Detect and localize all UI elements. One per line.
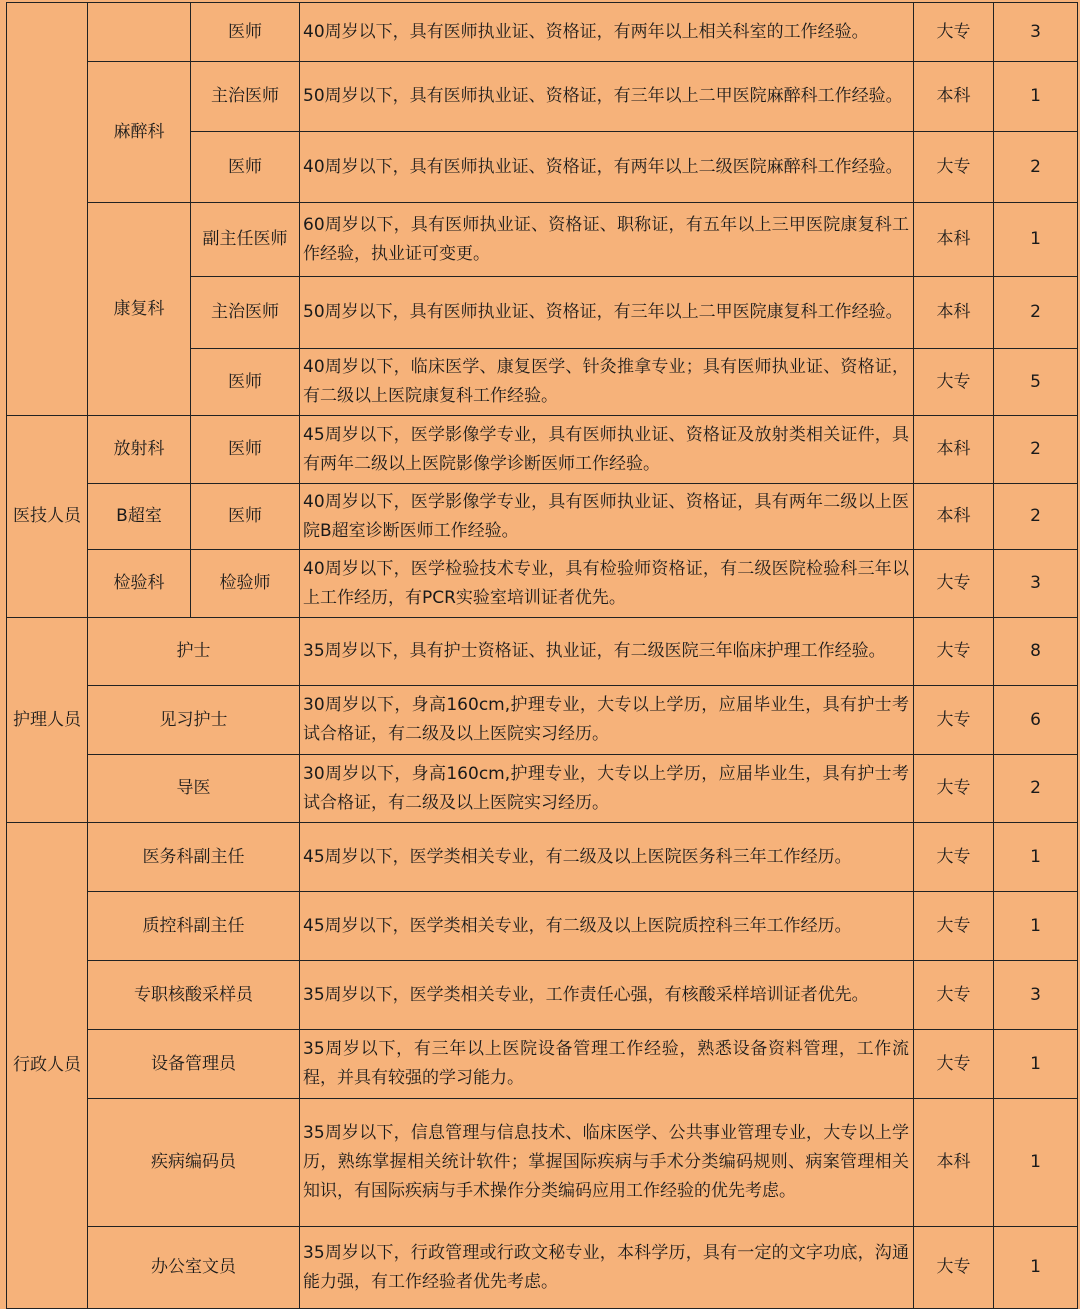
education-cell: 大专 <box>914 3 994 62</box>
education-cell: 大专 <box>914 349 994 416</box>
education-cell: 大专 <box>914 618 994 686</box>
count-cell: 3 <box>994 550 1078 618</box>
dept-cell: B超室 <box>88 484 191 550</box>
dept-cell: 康复科 <box>88 203 191 416</box>
category-cell: 护理人员 <box>7 618 88 823</box>
count-cell: 1 <box>994 892 1078 961</box>
count-cell: 1 <box>994 1099 1078 1227</box>
table-row <box>7 62 1078 132</box>
requirement-cell: 30周岁以下，身高160cm,护理专业，大专以上学历，应届毕业生，具有护士考试合格证，有二级及以上医院实习经历。 <box>300 686 914 755</box>
requirement-cell: 50周岁以下，具有医师执业证、资格证，有三年以上二甲医院康复科工作经验。 <box>300 277 914 349</box>
position-cell: 质控科副主任 <box>88 892 300 961</box>
table-row <box>7 1099 1078 1227</box>
education-cell: 本科 <box>914 484 994 550</box>
title-cell: 主治医师 <box>191 62 300 132</box>
requirement-cell: 40周岁以下，医学检验技术专业，具有检验师资格证，有二级医院检验科三年以上工作经历，有PCR实验室培训证者优先。 <box>300 550 914 618</box>
title-cell: 医师 <box>191 3 300 62</box>
requirement-cell: 40周岁以下，具有医师执业证、资格证，有两年以上相关科室的工作经验。 <box>300 3 914 62</box>
education-cell: 大专 <box>914 1030 994 1099</box>
requirement-cell: 45周岁以下，医学类相关专业，有二级及以上医院质控科三年工作经历。 <box>300 892 914 961</box>
position-cell: 医务科副主任 <box>88 823 300 892</box>
education-cell: 本科 <box>914 416 994 484</box>
category-cell: 行政人员 <box>7 823 88 1309</box>
table-row <box>7 484 1078 550</box>
count-cell: 2 <box>994 755 1078 823</box>
position-cell: 办公室文员 <box>88 1227 300 1309</box>
count-cell: 3 <box>994 961 1078 1030</box>
position-cell: 设备管理员 <box>88 1030 300 1099</box>
count-cell: 1 <box>994 203 1078 277</box>
education-cell: 大专 <box>914 550 994 618</box>
recruitment-table <box>6 2 1078 1309</box>
count-cell: 1 <box>994 1227 1078 1309</box>
position-cell: 专职核酸采样员 <box>88 961 300 1030</box>
count-cell: 2 <box>994 484 1078 550</box>
count-cell: 2 <box>994 132 1078 203</box>
title-cell: 主治医师 <box>191 277 300 349</box>
education-cell: 大专 <box>914 755 994 823</box>
education-cell: 本科 <box>914 62 994 132</box>
requirement-cell: 40周岁以下，医学影像学专业，具有医师执业证、资格证，具有两年二级以上医院B超室诊断医师工作经验。 <box>300 484 914 550</box>
position-cell: 疾病编码员 <box>88 1099 300 1227</box>
position-cell: 导医 <box>88 755 300 823</box>
requirement-cell: 60周岁以下，具有医师执业证、资格证、职称证，有五年以上三甲医院康复科工作经验，执业证可变更。 <box>300 203 914 277</box>
count-cell: 1 <box>994 62 1078 132</box>
count-cell: 2 <box>994 416 1078 484</box>
count-cell: 6 <box>994 686 1078 755</box>
education-cell: 大专 <box>914 823 994 892</box>
title-cell: 医师 <box>191 132 300 203</box>
requirement-cell: 40周岁以下，临床医学、康复医学、针灸推拿专业；具有医师执业证、资格证，有二级以上医院康复科工作经验。 <box>300 349 914 416</box>
requirement-cell: 30周岁以下，身高160cm,护理专业，大专以上学历，应届毕业生，具有护士考试合格证，有二级及以上医院实习经历。 <box>300 755 914 823</box>
requirement-cell: 35周岁以下，医学类相关专业，工作责任心强，有核酸采样培训证者优先。 <box>300 961 914 1030</box>
table-row <box>7 1030 1078 1099</box>
requirement-cell: 35周岁以下，有三年以上医院设备管理工作经验，熟悉设备资料管理，工作流程，并具有较强的学习能力。 <box>300 1030 914 1099</box>
table-row <box>7 618 1078 686</box>
education-cell: 本科 <box>914 1099 994 1227</box>
title-cell: 医师 <box>191 349 300 416</box>
requirement-cell: 50周岁以下，具有医师执业证、资格证，有三年以上二甲医院麻醉科工作经验。 <box>300 62 914 132</box>
education-cell: 大专 <box>914 1227 994 1309</box>
position-cell: 护士 <box>88 618 300 686</box>
count-cell: 8 <box>994 618 1078 686</box>
table-row <box>7 416 1078 484</box>
dept-cell <box>88 3 191 62</box>
count-cell: 3 <box>994 3 1078 62</box>
title-cell: 医师 <box>191 416 300 484</box>
table-row <box>7 961 1078 1030</box>
title-cell: 检验师 <box>191 550 300 618</box>
table-row <box>7 892 1078 961</box>
title-cell: 副主任医师 <box>191 203 300 277</box>
dept-cell: 放射科 <box>88 416 191 484</box>
table-row <box>7 823 1078 892</box>
requirement-cell: 35周岁以下，具有护士资格证、执业证，有二级医院三年临床护理工作经验。 <box>300 618 914 686</box>
dept-cell: 检验科 <box>88 550 191 618</box>
title-cell: 医师 <box>191 484 300 550</box>
education-cell: 大专 <box>914 961 994 1030</box>
table-row <box>7 3 1078 62</box>
category-cell: 医技人员 <box>7 416 88 618</box>
position-cell: 见习护士 <box>88 686 300 755</box>
education-cell: 大专 <box>914 686 994 755</box>
requirement-cell: 40周岁以下，具有医师执业证、资格证，有两年以上二级医院麻醉科工作经验。 <box>300 132 914 203</box>
dept-cell: 麻醉科 <box>88 62 191 203</box>
count-cell: 1 <box>994 1030 1078 1099</box>
table-row <box>7 755 1078 823</box>
table-row <box>7 550 1078 618</box>
table-row <box>7 686 1078 755</box>
education-cell: 大专 <box>914 132 994 203</box>
table-row <box>7 203 1078 277</box>
category-cell <box>7 3 88 416</box>
requirement-cell: 45周岁以下，医学影像学专业，具有医师执业证、资格证及放射类相关证件，具有两年二级以上医院影像学诊断医师工作经验。 <box>300 416 914 484</box>
count-cell: 1 <box>994 823 1078 892</box>
requirement-cell: 45周岁以下，医学类相关专业，有二级及以上医院医务科三年工作经历。 <box>300 823 914 892</box>
education-cell: 大专 <box>914 892 994 961</box>
requirement-cell: 35周岁以下，信息管理与信息技术、临床医学、公共事业管理专业，大专以上学历，熟练掌握相关统计软件；掌握国际疾病与手术分类编码规则、病案管理相关知识，有国际疾病与手术操作分类编码应用工作经验的优先考虑。 <box>300 1099 914 1227</box>
count-cell: 5 <box>994 349 1078 416</box>
education-cell: 本科 <box>914 203 994 277</box>
table-row <box>7 1227 1078 1309</box>
education-cell: 本科 <box>914 277 994 349</box>
count-cell: 2 <box>994 277 1078 349</box>
requirement-cell: 35周岁以下，行政管理或行政文秘专业，本科学历，具有一定的文字功底，沟通能力强，有工作经验者优先考虑。 <box>300 1227 914 1309</box>
